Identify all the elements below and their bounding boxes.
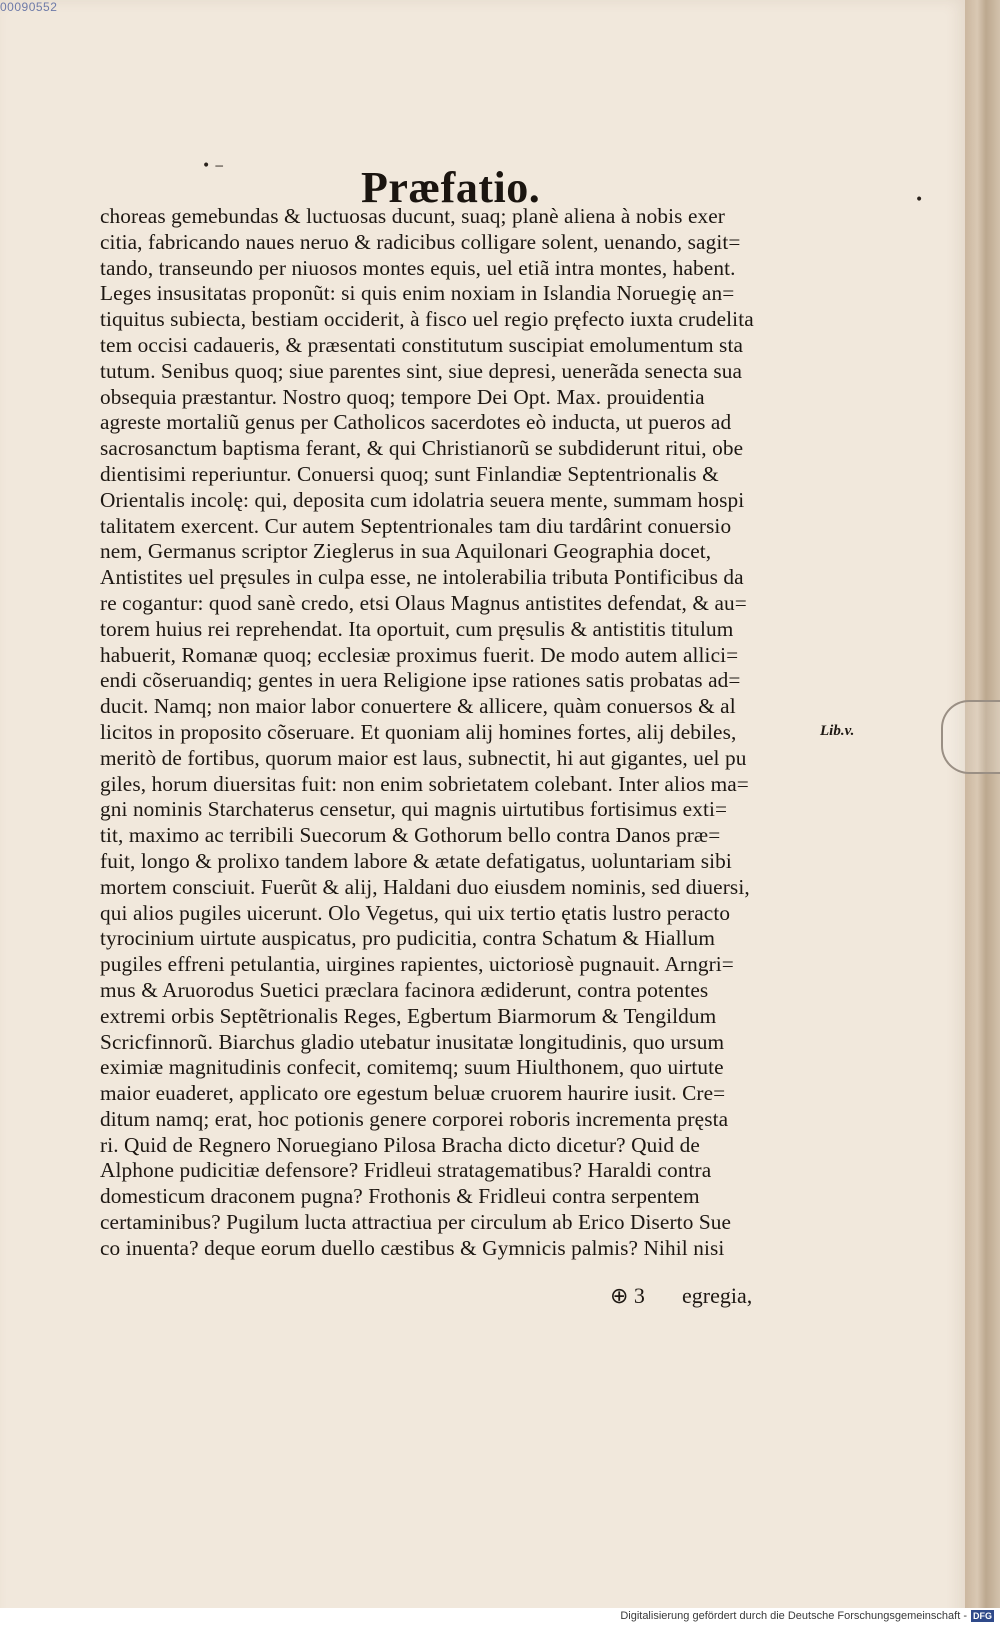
text-line: tit, maximo ac terribili Suecorum & Gothorum bello contra Danos præ= [100,823,721,848]
body-text [100,204,790,1262]
text-line: Alphone pudicitiæ defensore? Fridleui stratagematibus? Haraldi contra [100,1158,712,1183]
ornament-mark: • ‒ [202,158,224,174]
text-line: eximiæ magnitudinis confecit, comitemq; suum Hiulthonem, quo uirtute [100,1055,724,1080]
text-line: tutum. Senibus quoq; siue parentes sint, siue depresi, uenerãda senecta sua [100,358,743,383]
text-line: tyrocinium uirtute auspicatus, pro pudicitia, contra Schatum & Hiallum [100,926,716,951]
digitization-credit [620,1610,994,1622]
text-line: talitatem exercent. Cur autem Septentrionales tam diu tardârint conuersio [100,513,732,538]
text-line: mortem consciuit. Fuerũt & alij, Haldani duo eiusdem nominis, sed diuersi, [100,874,750,899]
text-line: meritò de fortibus, quorum maior est laus, subnectit, hi aut gigantes, uel pu [100,745,747,770]
text-line: tem occisi cadaueris, & præsentati constitutum suscipiat emolumentum sta [100,332,744,357]
text-line: extremi orbis Septẽtrionalis Reges, Egbertum Biarmorum & Tengildum [100,1003,717,1028]
text-line: Orientalis incolę: qui, deposita cum idolatria seuera mente, summam hospi [100,487,745,512]
text-line: maior euaderet, applicato ore egestum beluæ cruorem haurire iusit. Cre= [100,1081,726,1106]
margin-dot: • [915,192,924,208]
text-line: obsequia præstantur. Nostro quoq; tempore Dei Opt. Max. prouidentia [100,384,705,409]
scan-id-label: 00090552 [0,0,58,14]
text-line: fuit, longo & prolixo tandem labore & ætate defatigatus, uoluntariam sibi [100,848,732,873]
text-line: co inuenta? deque eorum duello cæstibus & Gymnicis palmis? Nihil nisi [100,1235,725,1260]
catchword: egregia, [682,1283,753,1308]
text-line: mus & Aruorodus Suetici præclara facinora ædiderunt, contra potentes [100,977,709,1002]
dfg-logo: DFG [973,1611,992,1622]
text-line: sacrosanctum baptisma ferant, & qui Christianorũ se subdiderunt ritui, obe [100,436,744,461]
page-tab-marker [941,700,1000,774]
text-line: tiquitus subiecta, bestiam occiderit, à fisco uel regio pręfecto iuxta crudelita [100,307,754,332]
text-line: ri. Quid de Regnero Noruegiano Pilosa Bracha dicto dicetur? Quid de [100,1132,700,1157]
book-fore-edge [965,0,1000,1625]
text-line: agreste mortaliũ genus per Catholicos sacerdotes eò inducta, ut pueros ad [100,410,732,435]
text-line: ditum namq; erat, hoc potionis genere corporei roboris incrementa pręsta [100,1106,729,1131]
text-line: domesticum draconem pugna? Frothonis & Fridleui contra serpentem [100,1184,700,1209]
text-line: choreas gemebundas & luctuosas ducunt, suaq; planè aliena à nobis exer [100,204,726,228]
text-line: giles, horum diuersitas fuit: non enim sobrietatem colebant. Inter alios ma= [100,771,749,796]
text-line: Scricfinnorũ. Biarchus gladio utebatur inusitatæ longitudinis, quo ursum [100,1029,725,1054]
text-line: ducit. Namq; non maior labor conuertere & allicere, quàm conuersos & al [100,694,736,719]
text-line: Antistites uel pręsules in culpa esse, ne intolerabilia tributa Pontificibus da [100,565,744,590]
text-line: endi cõseruandiq; gentes in uera Religione ipse rationes satis probatas ad= [100,668,741,693]
text-line: pugiles effreni petulantia, uirgines rapientes, uictoriosè pugnauit. Arngri= [100,952,734,977]
text-line: nem, Germanus scriptor Zieglerus in sua Aquilonari Geographia docet, [100,539,712,564]
text-line: citia, fabricando naues neruo & radicibus colligare solent, uenando, sagit= [100,229,741,254]
signature-mark: ⊕ 3 [610,1283,645,1308]
text-line: qui alios pugiles uicerunt. Olo Vegetus, qui uix tertio ętatis lustro peracto [100,900,731,925]
text-line: certaminibus? Pugilum lucta attractiua per circulum ab Erico Diserto Sue [100,1210,732,1235]
text-line: gni nominis Starchaterus censetur, qui magnis uirtutibus fortisimus exti= [100,797,728,822]
text-line: dientisimi reperiuntur. Conuersi quoq; sunt Finlandiæ Septentrionalis & [100,461,719,486]
marginal-note: Lib.v. [820,723,855,739]
text-line: tando, transeundo per niuosos montes equis, uel etiã intra montes, habent. [100,255,736,280]
text-line: Leges insusitatas proponũt: si quis enim noxiam in Islandia Noruegię an= [100,281,735,306]
text-line: re cogantur: quod sanè credo, etsi Olaus Magnus antistites defendat, & au= [100,590,747,615]
credit-text: Digitalisierung gefördert durch die Deutsche Forschungsgemeinschaft - [620,1610,967,1622]
text-line: licitos in proposito cõseruare. Et quoniam alij homines fortes, alij debiles, [100,719,737,744]
text-line: torem huius rei reprehendat. Ita oportuit, cum pręsulis & antistitis titulum [100,616,734,641]
text-line: habuerit, Romanæ quoq; ecclesiæ proximus fuerit. De modo autem allici= [100,642,739,667]
running-head: Præfatio. [361,163,541,212]
